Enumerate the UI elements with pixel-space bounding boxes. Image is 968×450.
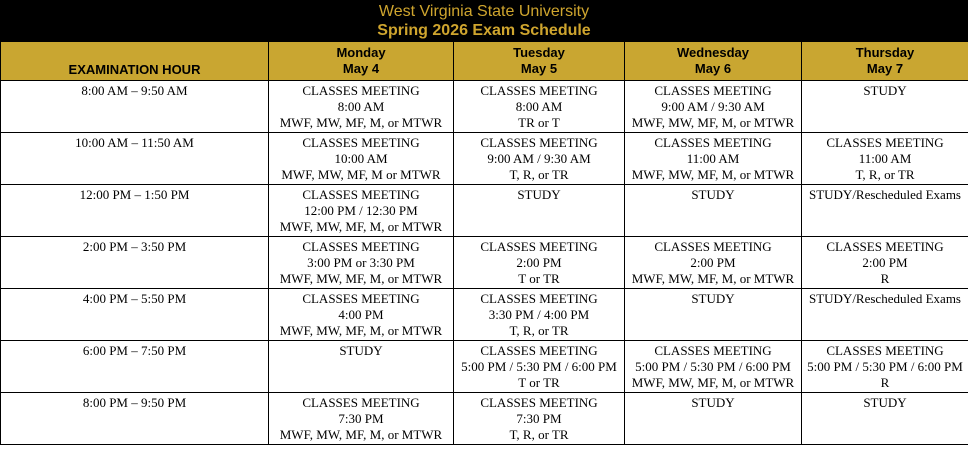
exam-slot-line: 2:00 PM xyxy=(516,255,562,270)
table-row xyxy=(1,341,968,393)
exam-hour-cell: 4:00 PM – 5:50 PM xyxy=(1,289,269,341)
exam-slot-line: CLASSES MEETING xyxy=(654,343,772,358)
exam-hour-cell: 2:00 PM – 3:50 PM xyxy=(1,237,269,289)
exam-slot-line: R xyxy=(880,271,890,286)
exam-slot-cell xyxy=(802,341,968,393)
exam-slot-line: MWF, MW, MF, M, or MTWR xyxy=(279,219,443,234)
exam-hour-cell: 6:00 PM – 7:50 PM xyxy=(1,341,269,393)
exam-slot-line: MWF, MW, MF, M, or MTWR xyxy=(631,167,795,182)
exam-slot-cell xyxy=(625,289,802,341)
exam-slot-line: MWF, MW, MF, M, or MTWR xyxy=(631,375,795,390)
exam-slot-line: 10:00 AM xyxy=(334,151,388,166)
exam-slot-cell xyxy=(454,393,625,445)
exam-slot-line: T, R, or TR xyxy=(509,167,569,182)
exam-slot-line: CLASSES MEETING xyxy=(654,83,772,98)
exam-slot-cell xyxy=(269,393,454,445)
table-row xyxy=(1,133,968,185)
exam-slot-cell xyxy=(269,341,454,393)
exam-slot-line: 12:00 PM / 12:30 PM xyxy=(304,203,418,218)
table-row xyxy=(1,393,968,445)
exam-slot-line: 5:00 PM / 5:30 PM / 6:00 PM xyxy=(461,359,617,374)
exam-slot-cell xyxy=(269,237,454,289)
exam-hour-cell: 12:00 PM – 1:50 PM xyxy=(1,185,269,237)
exam-slot-line: CLASSES MEETING xyxy=(302,187,420,202)
exam-slot-line: STUDY xyxy=(691,395,735,410)
exam-slot-cell xyxy=(802,289,968,341)
exam-slot-line: T, R, or TR xyxy=(509,323,569,338)
day-header-wednesday: Wednesday May 6 xyxy=(625,42,802,81)
table-row xyxy=(1,237,968,289)
exam-slot-line: TR or T xyxy=(518,115,560,130)
exam-schedule-table xyxy=(0,41,968,445)
exam-slot-cell xyxy=(269,81,454,133)
exam-slot-cell xyxy=(625,237,802,289)
exam-slot-line: T or TR xyxy=(518,271,560,286)
exam-slot-line: CLASSES MEETING xyxy=(480,239,598,254)
day-header-tuesday: Tuesday May 5 xyxy=(454,42,625,81)
exam-slot-line: T or TR xyxy=(518,375,560,390)
exam-slot-line: CLASSES MEETING xyxy=(480,395,598,410)
exam-slot-cell xyxy=(454,133,625,185)
exam-slot-line: CLASSES MEETING xyxy=(480,291,598,306)
exam-slot-line: 11:00 AM xyxy=(858,151,912,166)
exam-slot-line: STUDY xyxy=(691,291,735,306)
exam-slot-line: MWF, MW, MF, M, or MTWR xyxy=(631,115,795,130)
exam-slot-cell xyxy=(269,133,454,185)
exam-slot-line: 3:30 PM / 4:00 PM xyxy=(488,307,590,322)
schedule-banner xyxy=(0,0,968,41)
exam-slot-cell xyxy=(269,289,454,341)
exam-slot-cell xyxy=(802,237,968,289)
exam-slot-line: STUDY xyxy=(863,83,907,98)
exam-slot-line: 8:00 AM xyxy=(515,99,563,114)
exam-slot-line: CLASSES MEETING xyxy=(480,83,598,98)
exam-slot-line: 5:00 PM / 5:30 PM / 6:00 PM xyxy=(635,359,791,374)
exam-slot-line: T, R, or TR xyxy=(509,427,569,442)
exam-hour-cell: 8:00 AM – 9:50 AM xyxy=(1,81,269,133)
exam-slot-line: MWF, MW, MF, M, or MTWR xyxy=(631,271,795,286)
exam-slot-cell xyxy=(454,81,625,133)
exam-slot-line: CLASSES MEETING xyxy=(302,239,420,254)
exam-slot-line: 9:00 AM / 9:30 AM xyxy=(487,151,591,166)
exam-slot-line: CLASSES MEETING xyxy=(826,135,944,150)
exam-slot-line: STUDY xyxy=(691,187,735,202)
exam-slot-cell xyxy=(625,81,802,133)
header-row xyxy=(1,42,968,81)
exam-slot-cell xyxy=(625,341,802,393)
exam-slot-line: 7:30 PM xyxy=(516,411,562,426)
exam-slot-line: 3:00 PM or 3:30 PM xyxy=(307,255,415,270)
exam-slot-line: MWF, MW, MF, M, or MTWR xyxy=(279,427,443,442)
exam-slot-line: 2:00 PM xyxy=(690,255,736,270)
exam-slot-line: MWF, MW, MF, M, or MTWR xyxy=(279,323,443,338)
exam-slot-line: CLASSES MEETING xyxy=(480,135,598,150)
exam-slot-cell xyxy=(454,185,625,237)
exam-slot-line: STUDY xyxy=(517,187,561,202)
exam-slot-line: T, R, or TR xyxy=(855,167,915,182)
day-header-thursday: Thursday May 7 xyxy=(802,42,968,81)
exam-slot-line: CLASSES MEETING xyxy=(302,83,420,98)
exam-slot-cell xyxy=(802,81,968,133)
exam-slot-line: STUDY/Rescheduled Exams xyxy=(808,187,961,202)
university-title: West Virginia State University xyxy=(378,3,590,20)
exam-slot-line: CLASSES MEETING xyxy=(826,239,944,254)
exam-slot-cell xyxy=(269,185,454,237)
exam-slot-line: CLASSES MEETING xyxy=(654,135,772,150)
exam-slot-cell xyxy=(625,133,802,185)
exam-slot-line: CLASSES MEETING xyxy=(302,135,420,150)
exam-hour-cell: 10:00 AM – 11:50 AM xyxy=(1,133,269,185)
exam-slot-line: 11:00 AM xyxy=(686,151,740,166)
exam-slot-line: MWF, MW, MF, M, or MTWR xyxy=(279,115,443,130)
exam-slot-line: 4:00 PM xyxy=(338,307,384,322)
day-header-monday: Monday May 4 xyxy=(269,42,454,81)
exam-slot-line: 5:00 PM / 5:30 PM / 6:00 PM xyxy=(807,359,963,374)
exam-slot-cell xyxy=(454,289,625,341)
exam-slot-cell xyxy=(802,393,968,445)
table-row xyxy=(1,185,968,237)
schedule-body xyxy=(1,81,968,445)
exam-slot-line: CLASSES MEETING xyxy=(302,395,420,410)
examination-hour-header: EXAMINATION HOUR xyxy=(1,42,269,81)
table-row xyxy=(1,289,968,341)
exam-slot-cell xyxy=(802,185,968,237)
exam-slot-line: CLASSES MEETING xyxy=(826,343,944,358)
exam-slot-line: 9:00 AM / 9:30 AM xyxy=(661,99,765,114)
exam-slot-line: CLASSES MEETING xyxy=(654,239,772,254)
exam-slot-line: 2:00 PM xyxy=(862,255,908,270)
exam-slot-line: 8:00 AM xyxy=(337,99,385,114)
exam-slot-line: STUDY xyxy=(339,343,383,358)
exam-slot-line: 7:30 PM xyxy=(338,411,384,426)
exam-hour-cell: 8:00 PM – 9:50 PM xyxy=(1,393,269,445)
exam-slot-line: CLASSES MEETING xyxy=(480,343,598,358)
exam-slot-cell xyxy=(454,341,625,393)
exam-slot-line: MWF, MW, MF, M or MTWR xyxy=(281,167,441,182)
exam-slot-line: MWF, MW, MF, M, or MTWR xyxy=(279,271,443,286)
exam-slot-cell xyxy=(625,393,802,445)
exam-slot-line: STUDY/Rescheduled Exams xyxy=(808,291,961,306)
exam-slot-line: CLASSES MEETING xyxy=(302,291,420,306)
schedule-title: Spring 2026 Exam Schedule xyxy=(377,22,591,39)
exam-slot-line: STUDY xyxy=(863,395,907,410)
exam-slot-cell xyxy=(454,237,625,289)
table-row xyxy=(1,81,968,133)
exam-slot-line: R xyxy=(880,375,890,390)
exam-slot-cell xyxy=(802,133,968,185)
exam-slot-cell xyxy=(625,185,802,237)
